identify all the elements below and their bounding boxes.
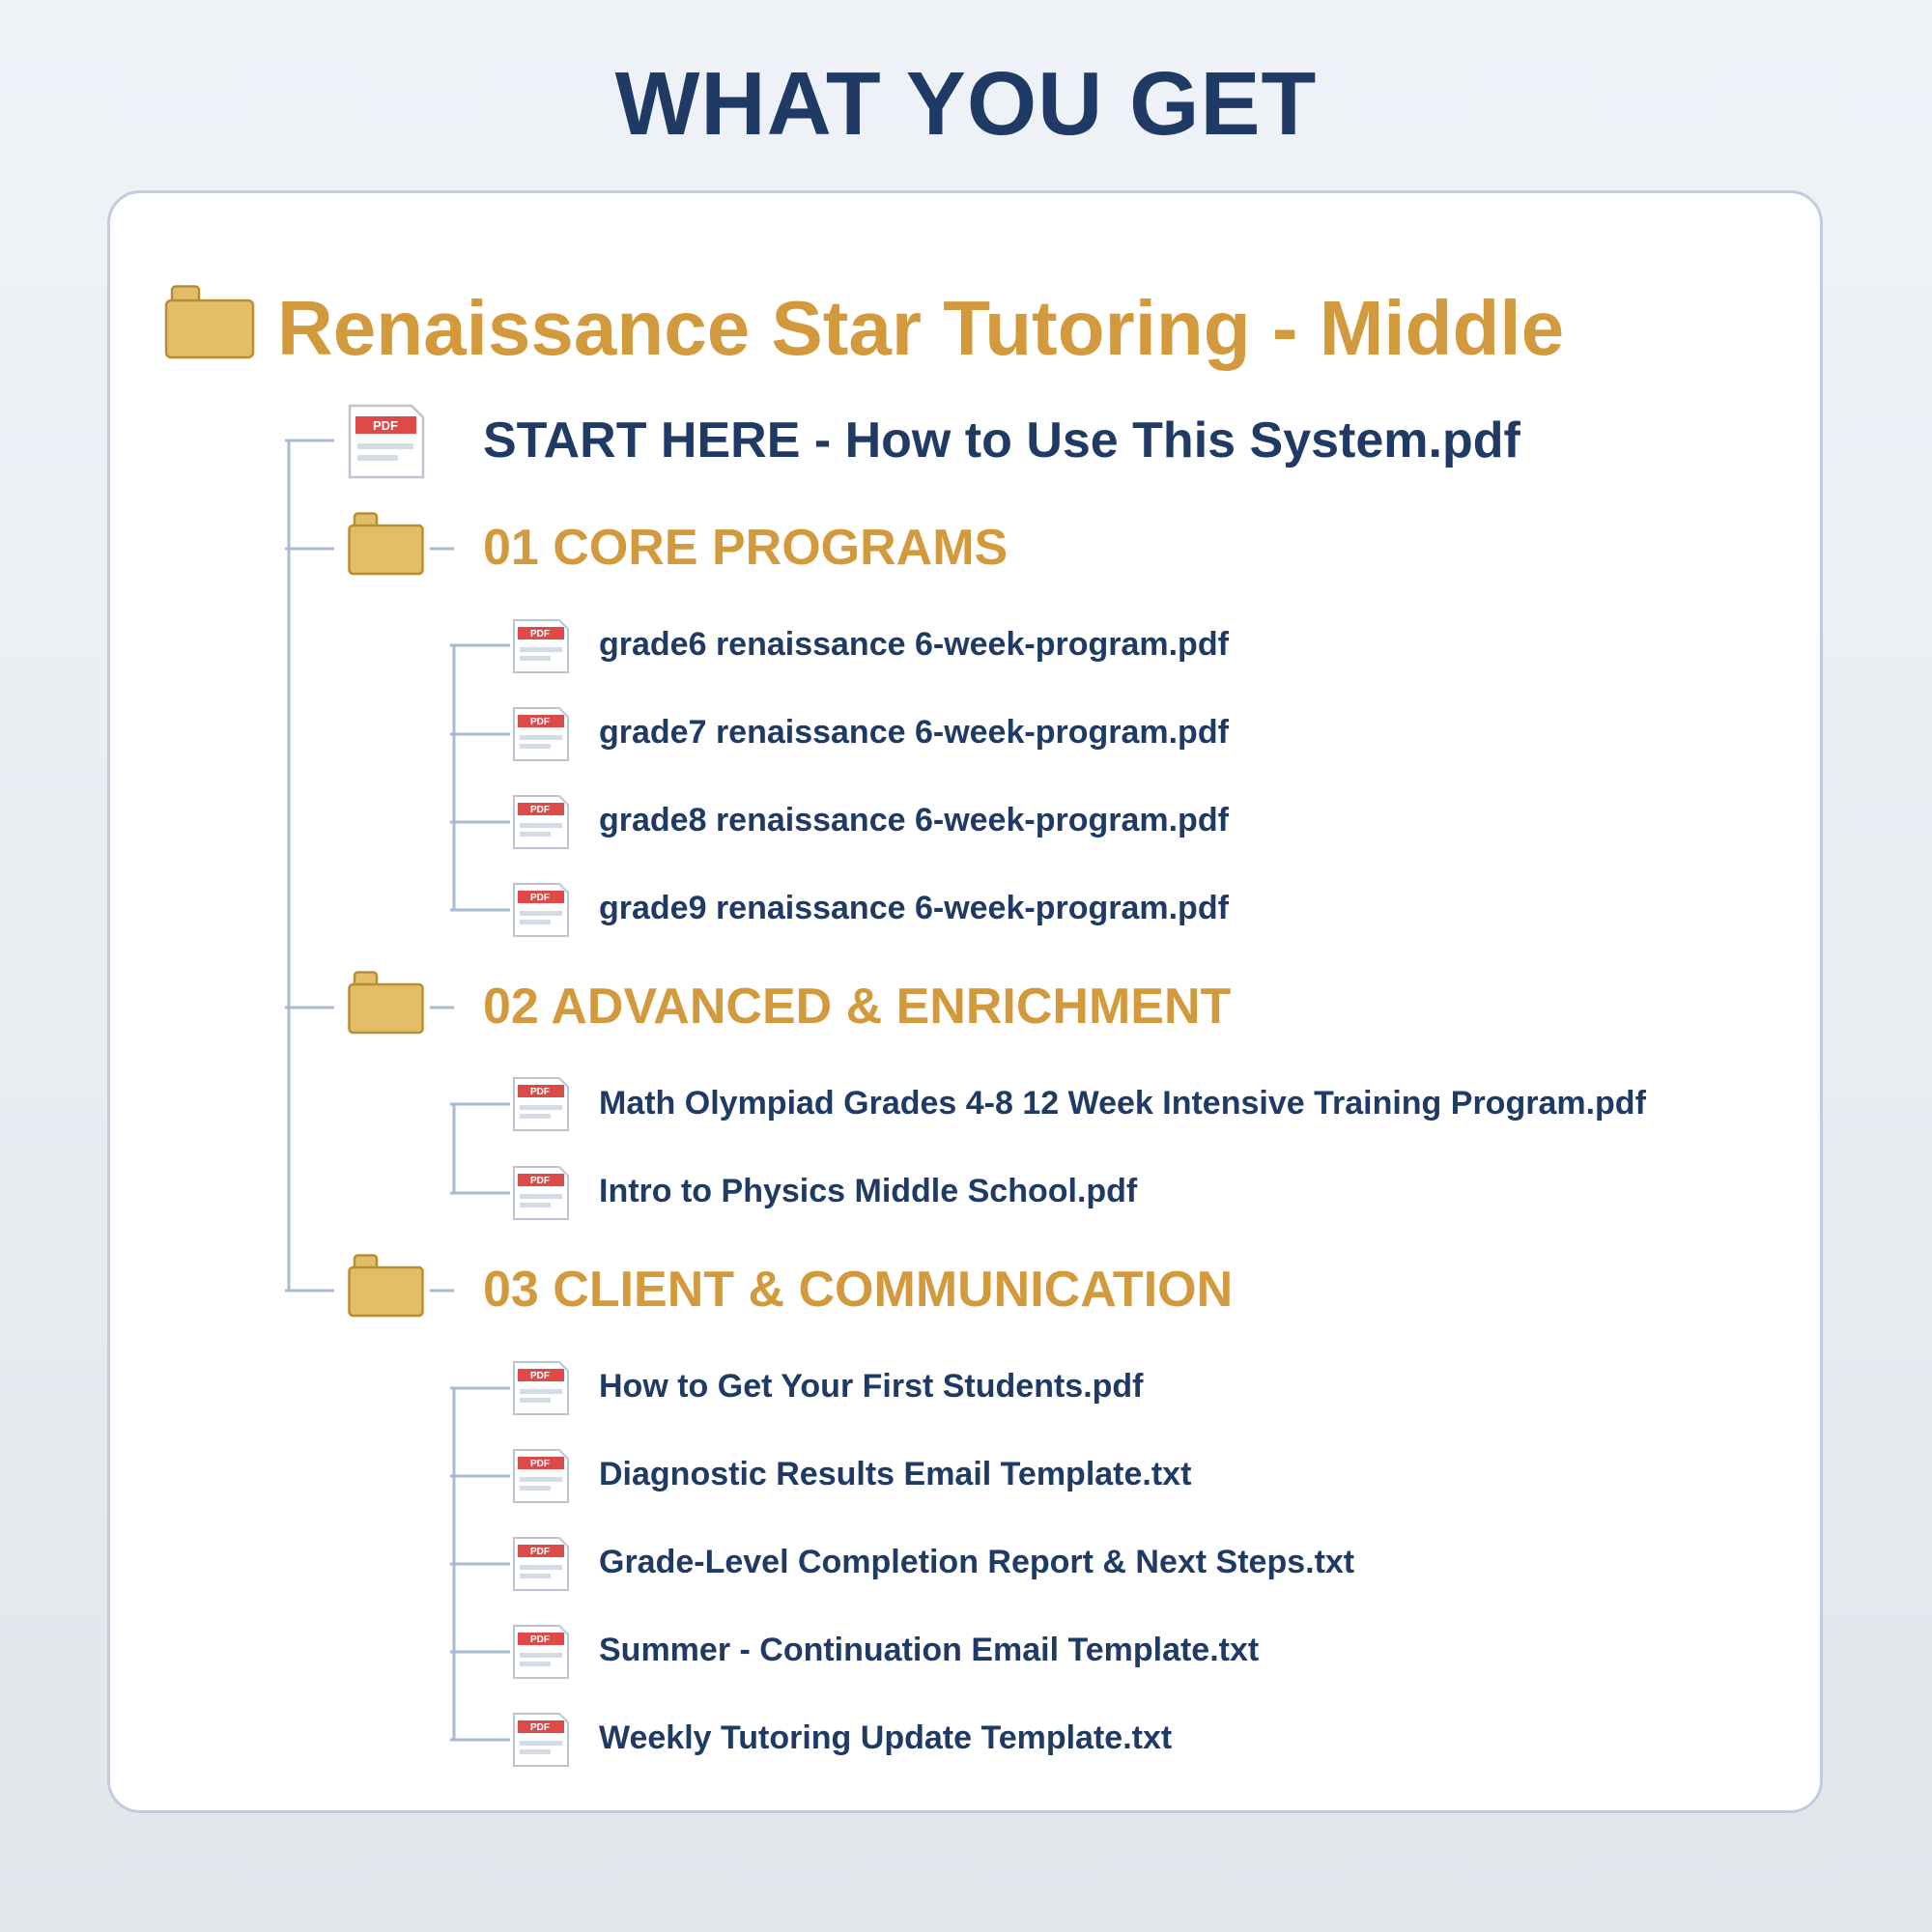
pdf-file-icon[interactable] [512,1076,570,1132]
pdf-file-icon[interactable] [512,618,570,674]
file-item[interactable]: grade9 renaissance 6-week-program.pdf [599,890,1229,926]
pdf-file-icon[interactable] [512,706,570,762]
svg-text:PDF: PDF [530,1547,550,1557]
file-item[interactable]: Summer - Continuation Email Template.txt [599,1632,1260,1668]
file-item[interactable]: grade8 renaissance 6-week-program.pdf [599,802,1229,838]
folder-icon[interactable] [348,1254,425,1318]
file-item[interactable]: Math Olympiad Grades 4-8 12 Week Intensive Training Program.pdf [599,1085,1646,1122]
svg-text:PDF: PDF [530,1176,550,1186]
folder-advanced-enrichment[interactable]: 02 ADVANCED & ENRICHMENT [483,979,1232,1035]
pdf-file-icon[interactable] [512,794,570,850]
svg-text:PDF: PDF [530,893,550,903]
folder-icon[interactable] [348,512,425,576]
file-item[interactable]: grade7 renaissance 6-week-program.pdf [599,714,1229,751]
page-title: WHAT YOU GET [614,53,1318,154]
file-item[interactable]: Weekly Tutoring Update Template.txt [599,1719,1173,1756]
pdf-file-icon[interactable] [512,1360,570,1416]
svg-text:PDF: PDF [530,1371,550,1381]
root-folder-name[interactable]: Renaissance Star Tutoring - Middle [277,285,1565,371]
root-folder-icon[interactable] [164,285,255,360]
svg-text:PDF: PDF [530,717,550,727]
pdf-badge-text: PDF [373,418,398,433]
pdf-file-icon[interactable] [512,882,570,938]
svg-text:PDF: PDF [530,629,550,639]
folder-icon[interactable] [348,971,425,1035]
pdf-file-icon[interactable] [512,1624,570,1680]
file-item[interactable]: Intro to Physics Middle School.pdf [599,1173,1138,1209]
svg-text:PDF: PDF [530,1634,550,1645]
svg-text:PDF: PDF [530,805,550,815]
pdf-file-icon[interactable] [512,1165,570,1221]
file-item[interactable]: Diagnostic Results Email Template.txt [599,1456,1192,1492]
pdf-file-icon[interactable] [512,1536,570,1592]
svg-text:PDF: PDF [530,1087,550,1097]
svg-text:PDF: PDF [530,1722,550,1733]
file-item[interactable]: Grade-Level Completion Report & Next Steps.txt [599,1544,1355,1580]
file-item[interactable]: How to Get Your First Students.pdf [599,1368,1144,1405]
pdf-file-icon[interactable] [512,1712,570,1768]
pdf-file-icon[interactable] [348,404,425,479]
svg-text:PDF: PDF [530,1459,550,1469]
folder-core-programs[interactable]: 01 CORE PROGRAMS [483,520,1009,576]
pdf-file-icon[interactable] [512,1448,570,1504]
file-item[interactable]: grade6 renaissance 6-week-program.pdf [599,626,1229,663]
folder-client-communication[interactable]: 03 CLIENT & COMMUNICATION [483,1262,1234,1318]
start-here-file[interactable]: START HERE - How to Use This System.pdf [483,412,1520,469]
